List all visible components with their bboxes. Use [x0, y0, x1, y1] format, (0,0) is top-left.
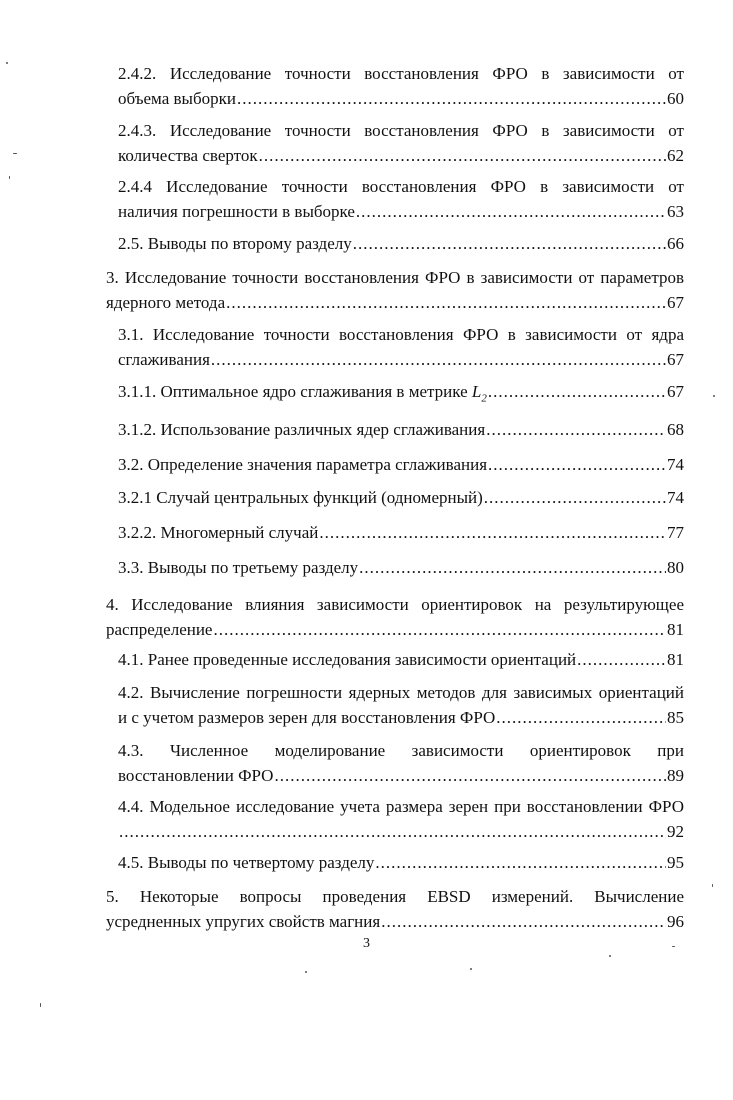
toc-entry-title-line: 4.5. Выводы по четвертому разделу [118, 853, 375, 872]
dot-leader [486, 417, 666, 442]
toc-page-number: 95 [667, 853, 684, 872]
toc-entry-title-line: и с учетом размеров зерен для восстановления ФРО [118, 708, 496, 727]
toc-entry-title-line: количества сверток [118, 146, 258, 165]
toc-page-number: 66 [667, 234, 684, 253]
toc-entry-4-5[interactable] [118, 850, 684, 875]
toc-entry-title-line: 3.2.2. Многомерный случай [118, 523, 319, 542]
toc-entry-3-2-1[interactable] [118, 485, 684, 510]
dot-leader [577, 647, 666, 672]
toc-entry-title-line: 4. Исследование влияния зависимости ориентировок на результирующее [106, 595, 684, 614]
toc-entry-3-1[interactable] [118, 322, 684, 372]
toc-entry-title-line: распределение [106, 620, 213, 639]
toc-entry-3-3[interactable] [118, 555, 684, 580]
toc-entry-5[interactable] [106, 884, 684, 934]
scan-speck [672, 946, 675, 947]
toc-page-number: 80 [667, 558, 684, 577]
toc-page-number: 77 [667, 523, 684, 542]
toc-entry-title-line: 2.4.2. Исследование точности восстановления ФРО в зависимости от [118, 64, 684, 83]
dot-leader [375, 850, 666, 875]
toc-page-number: 67 [667, 293, 684, 312]
dot-leader [119, 819, 666, 844]
toc-entry-title-line: 3.1.1. Оптимальное ядро сглаживания в метрике [118, 382, 468, 401]
toc-entry-title-line: 2.5. Выводы по второму разделу [118, 234, 352, 253]
toc-page-number: 63 [667, 202, 684, 221]
toc-entry-3[interactable] [106, 265, 684, 315]
toc-entry-2-4-3[interactable] [118, 118, 684, 168]
scan-speck [40, 1003, 41, 1007]
toc-entry-3-2[interactable] [118, 452, 684, 477]
toc-page-number: 67 [667, 350, 684, 369]
toc-entry-title-line: 4.4. Модельное исследование учета размера зерен при восстановлении ФРО [118, 797, 684, 816]
toc-entry-title-line: 4.2. Вычисление погрешности ядерных методов для зависимых ориентаций [118, 683, 684, 702]
toc-entry-4-2[interactable] [118, 680, 684, 730]
toc-entry-4-4[interactable] [118, 794, 684, 844]
toc-entry-2-4-2[interactable] [118, 61, 684, 111]
dot-leader [484, 485, 666, 510]
toc-entry-title-line: сглаживания [118, 350, 210, 369]
scan-speck [712, 884, 713, 887]
toc-page-number: 62 [667, 146, 684, 165]
toc-page-number: 67 [667, 382, 684, 401]
toc-entry-title-line: ядерного метода [106, 293, 226, 312]
scan-speck [305, 971, 307, 973]
dot-leader [226, 290, 666, 315]
toc-entry-2-5[interactable] [118, 231, 684, 256]
toc-entry-title-line: 4.1. Ранее проведенные исследования зависимости ориентаций [118, 650, 577, 669]
toc-page-number: 74 [667, 488, 684, 507]
toc-entry-title-line: 5. Некоторые вопросы проведения EBSD измерений. Вычисление [106, 887, 684, 906]
toc-entry-2-4-4[interactable] [118, 174, 684, 224]
toc-page-number: 96 [667, 912, 684, 931]
dot-leader [359, 555, 666, 580]
toc-entry-3-1-1[interactable] [118, 379, 684, 411]
scan-speck [470, 968, 472, 970]
toc-entry-title-line: усредненных упругих свойств магния [106, 912, 381, 931]
metric-symbol: $L_2$ [471, 382, 487, 405]
toc-page-number: 81 [667, 620, 684, 639]
dot-leader [319, 520, 666, 545]
dot-leader [381, 909, 666, 934]
toc-page-number: 85 [667, 708, 684, 727]
toc-entry-title-line: 2.4.4 Исследование точности восстановления ФРО в зависимости от [118, 177, 684, 196]
dot-leader [353, 231, 666, 256]
toc-entry-title-line: объема выборки [118, 89, 236, 108]
toc-entry-title-line: 3. Исследование точности восстановления ФРО в зависимости от параметров [106, 268, 684, 287]
toc-entry-title-line: 3.2. Определение значения параметра сглаживания [118, 455, 488, 474]
toc-entry-title-line: 3.3. Выводы по третьему разделу [118, 558, 359, 577]
toc-page-number: 60 [667, 89, 684, 108]
dot-leader [488, 379, 666, 404]
dot-leader [488, 452, 666, 477]
toc-entry-title-line: 4.3. Численное моделирование зависимости ориентировок при [118, 741, 684, 760]
dot-leader [496, 705, 666, 730]
toc-page-number: 74 [667, 455, 684, 474]
scan-speck [9, 176, 10, 179]
toc-page-number: 81 [667, 650, 684, 669]
page-number: 3 [363, 936, 370, 951]
toc-entry-3-2-2[interactable] [118, 520, 684, 545]
toc-entry-4[interactable] [106, 592, 684, 642]
dot-leader [211, 347, 666, 372]
scan-speck [6, 62, 8, 64]
dot-leader [213, 617, 666, 642]
dot-leader [259, 143, 666, 168]
toc-entry-title-line: 2.4.3. Исследование точности восстановления ФРО в зависимости от [118, 121, 684, 140]
dot-leader [356, 199, 666, 224]
scan-speck [713, 395, 715, 397]
toc-entry-title-line: 3.1. Исследование точности восстановления ФРО в зависимости от ядра [118, 325, 684, 344]
toc-page-number: 68 [667, 420, 684, 439]
toc-entry-title-line: восстановлении ФРО [118, 766, 274, 785]
toc-entry-4-1[interactable] [118, 647, 684, 672]
toc-entry-title-line: наличия погрешности в выборке [118, 202, 355, 221]
dot-leader [237, 86, 666, 111]
toc-page-number: 89 [667, 766, 684, 785]
scan-speck [13, 153, 17, 154]
scan-speck [609, 955, 611, 957]
toc-entry-title-line: 3.1.2. Использование различных ядер сглаживания [118, 420, 486, 439]
toc-entry-3-1-2[interactable] [118, 417, 684, 442]
toc-entry-4-3[interactable] [118, 738, 684, 788]
toc-page-number: 92 [667, 822, 684, 841]
dot-leader [274, 763, 666, 788]
toc-entry-title-line: 3.2.1 Случай центральных функций (одномерный) [118, 488, 483, 507]
